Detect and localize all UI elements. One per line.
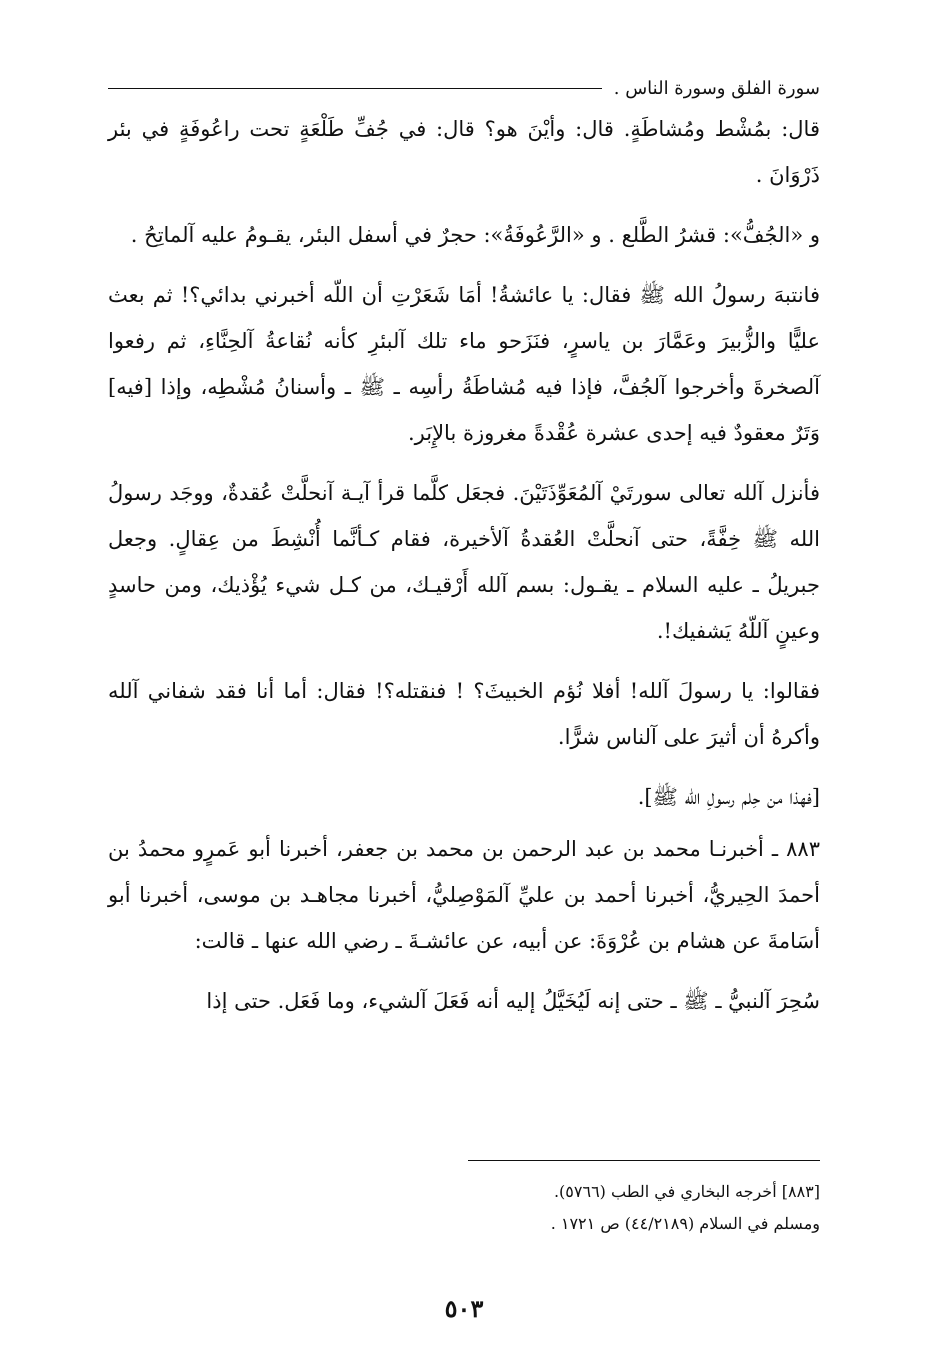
running-header	[108, 78, 820, 99]
footnotes	[108, 1176, 820, 1240]
header-title: سورة الفلق وسورة الناس .	[613, 78, 820, 99]
paragraph-4: فأنزل آلله تعالى سورتَيْ آلمُعَوِّذَتَيْنَ. فجعَل كلَّما قرأ آيـة آنحلَّتْ عُقدةٌ، ووجَد رسولُ الله ﷺ خِفَّةً، حتى آنحلَّتْ العُقدةُ آلأخيرة، فقام كـأنَّما أُنْشِطَ من عِقالٍ. وجعل جبريلُ ـ عليه السلام ـ يقـول: بسم آلله أَرْقيـك، من كـل شيء يُؤْذيك، ومن حاسدٍ وعينٍ آللّهُ يَشفيك!.	[108, 481, 820, 643]
paragraph-7: ٨٨٣ ـ أخبرنـا محمد بن عبد الرحمن بن محمد بن جعفر، أخبرنا أبو عَمرٍو محمدُ بن أحمدَ الحِيريُّ، أخبرنا أحمد بن عليِّ آلمَوْصِليُّ، أخبرنا مجاهـد بن موسى، أخبرنا أبو أسَامةَ عن هشام بن عُرْوَةَ: عن أبيه، عن عائشـةَ ـ رضي الله عنها ـ قالت:	[108, 837, 820, 953]
main-text	[108, 106, 820, 1024]
header-rule	[108, 88, 602, 89]
paragraph-3: فانتبهَ رسولُ الله ﷺ فقال: يا عائشةُ! أمَا شَعَرْتِ أن اللّه أخبرني بدائي؟! ثم بعث عليًّا والزُّبيرَ وعَمَّارَ بن ياسرٍ، فنَزَحو ماء تلك آلبئرِ كأنه نُقاعةُ آلحِنَّاءِ، ثم رفعوا آلصخرةَ وأخرجوا آلجُفَّ، فإذا فيه مُشاطَةُ رأسِه ـ ﷺ ـ وأسنانُ مُشْطِه، وإذا [فيه] وَتَرٌ معقودٌ فيه إحدى عشرة عُقْدةً مغروزة بالإِبَر.	[108, 283, 820, 445]
paragraph-2: و «الجُفُّ»: قشرُ الطَّلع . و «الرَّعُوفَةُ»: حجرٌ في أسفل البئر، يقـومُ عليه آلماتِحُ .	[130, 223, 820, 247]
paragraph-6: [فهذا من حِلم رسولِ الله ﷺ].	[637, 785, 820, 809]
footnote-line-1: [٨٨٣] أخرجه البخاري في الطب (٥٧٦٦).	[553, 1182, 820, 1201]
footnote-rule	[468, 1160, 820, 1161]
paragraph-8: سُحِرَ آلنبيُّ ـ ﷺ ـ حتى إنه لَيُخَيَّلُ إليه أنه فَعَلَ آلشيء، وما فَعَل. حتى إذا	[206, 989, 820, 1013]
footnote-line-2: ومسلم في السلام (٤٤/٢١٨٩) ص ١٧٢١ .	[550, 1214, 820, 1233]
paragraph-5: فقالوا: يا رسولَ آلله! أفلا نُؤم الخبيثَ؟ ! فنقتله؟! فقال: أما أنا فقد شفاني آلله وأكرهُ أن أثيرَ على آلناس شرًّا.	[108, 679, 820, 749]
paragraph-1: قال: بمُشْط ومُشاطَةٍ. قال: وأيْنَ هو؟ قال: في جُفِّ طَلْعَةٍ تحت راعُوفَةٍ في بئر ذَرْوَانَ .	[108, 117, 820, 187]
page-number: ٥٠٣	[444, 1294, 484, 1323]
